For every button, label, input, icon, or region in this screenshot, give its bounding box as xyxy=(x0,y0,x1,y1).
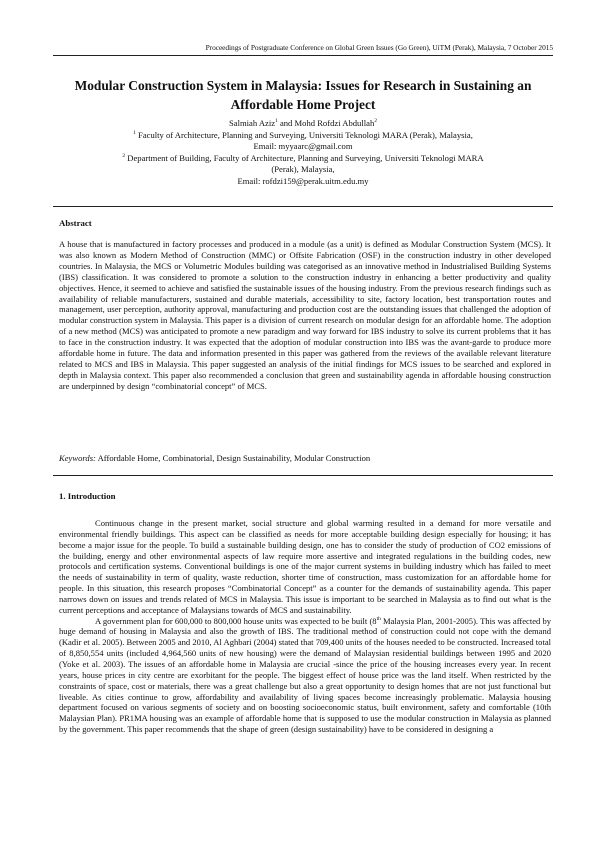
affiliation-2: $^2$ Department of Building, Faculty of Architecture, Planning and Surveying, Universiti Teknologi MARA xyxy=(122,152,484,163)
introduction-body xyxy=(59,518,551,735)
abstract-text: A house that is manufactured in factory processes and produced in a module (as a unit) is defined as Modular Construction System (MCS). It was also known as Modern Method of Construction (MMC) or Offsite Fabrication (OSF) in the construction industry in other developed countries. In Malaysia, the MCS or Volumetric Modules building was categorised as an innovative method in Industrialised Building Systems (IBS) classification. It was considered to promote a solution to the construction industry in enhancing a better productivity and quality objectives. Hence, it seemed to achieve and satisfied the sustainable issues of the housing industry. From the previous research findings such as availability of reliable manufacturers, sustained and durable materials, accessibility to site, factory location, best transportation routes and management, user perception, authority approval, manufacturing and production cost are the outstanding issues that challenged the adoption of modular construction system in Malaysia. This paper is a division of current research on modular design for an affordable home. The adoption of a new method (MCS) was anticipated to promote a new paradigm and way forward for IBS industry to solve its current problems that it has to face in the construction industry. It was expected that the adoption of modular construction into IBS was the avant-garde to produce more affordable home in future. The data and information presented in this paper was gathered from the reviews of the available relevant literature related to MCS and IBS in Malaysia. This paper suggested an analysis of the initial findings for MCS issues to be searched and explored in depth in Malaysia context. This paper also recommended a conclusion that green and sustainability agenda in affordable housing construction are underpinned by design “combinatorial concept” of MCS. xyxy=(59,239,551,391)
affiliation-2-cont: (Perak), Malaysia, xyxy=(271,164,335,175)
abstract-heading: Abstract xyxy=(59,218,92,228)
author-names: Salmiah Aziz$^1$ and Mohd Rofdzi Abdullah$^2$ xyxy=(228,118,377,128)
intro-paragraph-2: A government plan for 600,000 to 800,000 house units was expected to be built (8th Malaysia Plan, 2001-2005). This was affected by huge demand of housing in Malaysia and also the growth of IBS. The traditional method of construction could not cope with the demand (Kadir et al. 2005). Between 2005 and 2010, Al Aghbari (2004) stated that 709,400 units of the houses needed to be constructed. Increased total of 8,850,554 units (included 4,964,560 units of new housing) were the demand of Malaysian residential buildings between 1995 and 2020 (Yoke et al. 2003). The issues of an affordable home in Malaysia are crucial -since the price of the housing increases every year. In recent years, house prices in city centre are exorbitant for the people. The biggest effect of house price was the land itself. When restricted by the constraints of space, cost or materials, there was a great challenge but also a great opportunity to design homes that are not just functional but liveable. As cities continue to grow, affordability and availability of living spaces become increasingly problematic. Malaysia housing department focused on various segments of society and on boosting socioeconomic status, built environment, safety and comfortable (10th Malaysian Plan). PR1MA housing was an example of affordable home that is supposed to use the modular construction in Malaysia as planned by the government. This paper recommends that the shape of green (design sustainability) have to be considered in designing a xyxy=(59,615,551,735)
section-heading-introduction: 1. Introduction xyxy=(59,491,116,501)
affiliation-2-email[interactable]: Email: rofdzi159@perak.uitm.edu.my xyxy=(237,175,369,186)
keywords-list: Affordable Home, Combinatorial, Design Sustainability, Modular Construction xyxy=(95,453,371,463)
abstract-top-rule xyxy=(53,206,553,207)
keywords-label: Keywords: xyxy=(59,453,96,463)
affiliation-1-email[interactable]: Email: myyaarc@gmail.com xyxy=(253,141,353,152)
intro-paragraph-1: Continuous change in the present market, social structure and global warming resulted in a demand for more versatile and environmental friendly buildings. This aspect can be classified as needs for more acceptable building design especially for housing; it has become a major issue for the people. To build a sustainable building design, one has to consider the study of production of CO2 emissions of the building, energy and other environmental aspects of law require more assertive and integrated regulations in the building codes, new protocols and certification systems. Conventional buildings is one of the major current systems in building industry which has failed to meet the needs of sustainability in term of quality, waste reduction, shorter time of construction, mass customization for an affordable home for people. In this situation, this research proposes “Combinatorial Concept” as a counter for the demands of sustainability agenda. This paper narrows down on issues and trends related of MCS in Malaysia. This issue is important to be searched in Malaysia as to find out what is the current perceptions and acceptance of Malaysians towards of MCS and sustainability. xyxy=(59,518,551,615)
author-block xyxy=(53,118,553,188)
paper-title xyxy=(53,76,553,114)
author-2: Mohd Rofdzi Abdullah xyxy=(294,118,375,128)
abstract-bottom-rule xyxy=(53,475,553,476)
title-line-2: Affordable Home Project xyxy=(230,97,376,112)
affiliation-1: $^1$ Faculty of Architecture, Planning and Surveying, Universiti Teknologi MARA (Perak), Malaysia, xyxy=(133,129,473,140)
header-rule xyxy=(53,55,553,56)
keywords xyxy=(59,453,370,463)
title-line-1: Modular Construction System in Malaysia: Issues for Research in Sustaining an xyxy=(74,78,532,93)
running-header: Proceedings of Postgraduate Conference on Global Green Issues (Go Green), UiTM (Perak), Malaysia, 7 October 2015 xyxy=(205,43,553,52)
author-1: Salmiah Aziz xyxy=(228,118,276,128)
